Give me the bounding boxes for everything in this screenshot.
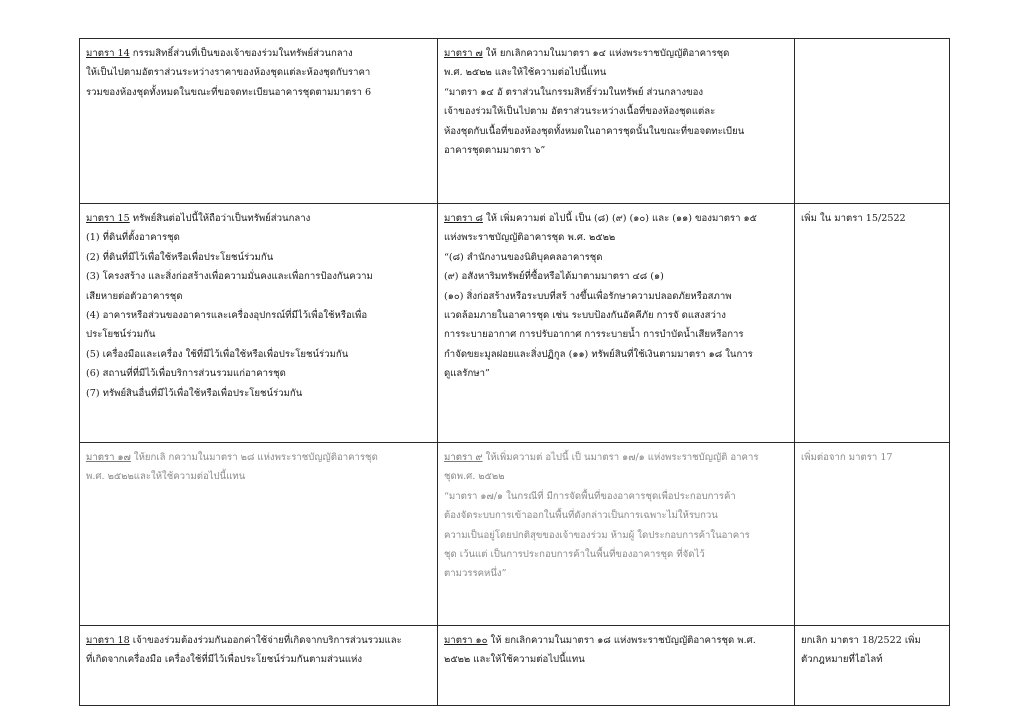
section-number: มาตรา ๑๗: [86, 452, 131, 463]
line-text: ชุด เว้นแต่ เป็นการประกอบการค้าในพื้นที่ของอาคารชุด ที่จัดไว้: [444, 549, 705, 561]
text-line: [86, 650, 431, 669]
line-text: (7) ทรัพย์สินอื่นที่มีไว้เพื่อใช้หรือเพื่อประโยชน์ร่วมกัน: [86, 387, 303, 399]
text-line: [444, 631, 788, 650]
line-text: ความเป็นอยู่โดยปกติสุขของเจ้าของร่วม ห้ามผู้ ใดประกอบการค้าในอาคาร: [444, 529, 750, 541]
law-comparison-table: [79, 38, 950, 706]
line-text: ให้เพิ่มความต่ อไปนี้ เป็ นมาตรา ๑๗/๑ แห่งพระราชบัญญัติ อาคาร: [482, 452, 759, 463]
line-text: ให้ เพิ่มความต่ อไปนี้ เป็น (๘) (๙) (๑๐) และ (๑๑) ของมาตรา ๑๕: [482, 213, 757, 224]
text-line: [86, 467, 431, 486]
text-line: [444, 209, 788, 228]
table-row: [80, 626, 950, 706]
text-line: [444, 345, 788, 364]
line-text: ห้องชุดกับเนื้อที่ของห้องชุดทั้งหมดในอาคารชุดนั้นในขณะที่ขอจดทะเบียน: [444, 125, 745, 137]
text-line: [444, 83, 788, 102]
line-text: (1) ที่ดินที่ตั้งอาคารชุด: [86, 232, 180, 244]
section-number: มาตรา 18: [86, 635, 130, 646]
text-line: [86, 306, 431, 325]
line-text: เจ้าของร่วมให้เป็นไปตาม อัตราส่วนระหว่างเนื้อที่ของห้องชุดแต่ละ: [444, 106, 716, 118]
section-number: มาตรา ๗: [444, 48, 483, 59]
note-cell: [795, 39, 950, 204]
line-text: ๒๕๒๒ และให้ใช้ความต่อไปนี้แทน: [444, 654, 585, 666]
text-line: [86, 209, 431, 228]
text-line: [444, 448, 788, 467]
text-line: [86, 631, 431, 650]
section-number: มาตรา ๙: [444, 452, 483, 463]
text-line: [444, 545, 788, 564]
line-text: แห่งพระราชบัญญัติอาคารชุด พ.ศ. ๒๕๒๒: [444, 232, 616, 244]
text-line: [444, 364, 788, 383]
text-line: [444, 506, 788, 525]
line-text: ตามวรรคหนึ่ง”: [444, 568, 507, 580]
text-line: [444, 306, 788, 325]
line-text: อาคารชุดตามมาตรา ๖”: [444, 145, 546, 157]
line-text: เพิ่มต่อจาก มาตรา 17: [801, 452, 893, 463]
text-line: [86, 384, 431, 403]
text-line: [86, 83, 431, 102]
text-line: [801, 631, 943, 650]
text-line: [444, 44, 788, 63]
amended-law-cell: [438, 39, 795, 204]
text-line: [86, 345, 431, 364]
line-text: ให้ ยกเลิกความในมาตรา ๑๘ แห่งพระราชบัญญัติอาคารชุด พ.ศ.: [487, 635, 756, 646]
text-line: [444, 228, 788, 247]
text-line: [444, 248, 788, 267]
text-line: [801, 650, 943, 669]
original-law-cell: [80, 626, 438, 706]
line-text: พ.ศ. ๒๕๒๒และให้ใช้ความต่อไปนี้แทน: [86, 471, 246, 483]
text-line: [444, 526, 788, 545]
section-number: มาตรา 15: [86, 213, 130, 224]
line-text: (๙) อสังหาริมทรัพย์ที่ซื้อหรือได้มาตามมาตรา ๔๘ (๑): [444, 271, 664, 283]
text-line: [444, 122, 788, 141]
section-number: มาตรา ๑๐: [444, 635, 488, 646]
line-text: ให้ยกเลิ กความในมาตรา ๒๘ แห่งพระราชบัญญัติอาคารชุด: [130, 452, 378, 463]
section-number: มาตรา 14: [86, 48, 130, 59]
text-line: [444, 141, 788, 160]
line-text: เจ้าของร่วมต้องร่วมกันออกค่าใช้จ่ายที่เกิดจากบริการส่วนรวมและ: [129, 635, 402, 646]
line-text: ดูแลรักษา”: [444, 368, 490, 380]
line-text: รวมของห้องชุดทั้งหมดในขณะที่ขอจดทะเบียนอาคารชุดตามมาตรา 6: [86, 86, 372, 98]
line-text: (๑๐) สิ่งก่อสร้างหรือระบบที่สร้ างขึ้นเพื่อรักษาความปลอดภัยหรือสภาพ: [444, 290, 732, 302]
text-line: [801, 448, 943, 467]
text-line: [444, 267, 788, 286]
text-line: [444, 63, 788, 82]
line-text: ให้เป็นไปตามอัตราส่วนระหว่างราคาของห้องชุดแต่ละห้องชุดกับราคา: [86, 67, 371, 79]
line-text: การระบายอากาศ การปรับอากาศ การระบายน้ำ การบำบัดน้ำเสียหรือการ: [444, 329, 744, 341]
line-text: ให้ ยกเลิกความในมาตรา ๑๔ แห่งพระราชบัญญัติอาคารชุด: [482, 48, 730, 59]
line-text: พ.ศ. ๒๕๒๒ และให้ใช้ความต่อไปนี้แทน: [444, 67, 607, 79]
line-text: ชุดพ.ศ. ๒๕๒๒: [444, 471, 505, 483]
text-line: [86, 325, 431, 344]
table-row: [80, 443, 950, 626]
text-line: [444, 325, 788, 344]
text-line: [444, 102, 788, 121]
text-line: [444, 467, 788, 486]
text-line: [86, 267, 431, 286]
line-text: แวดล้อมภายในอาคารชุด เช่น ระบบป้องกันอัคคีภัย การจั ดแสงสว่าง: [444, 310, 726, 322]
amended-law-cell: [438, 204, 795, 443]
line-text: (4) อาคารหรือส่วนของอาคารและเครื่องอุปกรณ์ที่มีไว้เพื่อใช้หรือเพื่อ: [86, 310, 368, 322]
table-row: [80, 204, 950, 443]
line-text: ประโยชน์ร่วมกัน: [86, 329, 156, 341]
line-text: ตัวกฎหมายที่ไฮไลท์: [801, 654, 883, 666]
line-text: ที่เกิดจากเครื่องมือ เครื่องใช้ที่มีไว้เพื่อประโยชน์ร่วมกันตามส่วนแห่ง: [86, 654, 363, 666]
text-line: [86, 228, 431, 247]
original-law-cell: [80, 204, 438, 443]
note-cell: [795, 626, 950, 706]
text-line: [801, 209, 943, 228]
text-line: [86, 63, 431, 82]
text-line: [86, 287, 431, 306]
text-line: [86, 44, 431, 63]
line-text: ต้องจัดระบบการเข้าออกในพื้นที่ดังกล่าวเป็นการเฉพาะไม่ให้รบกวน: [444, 510, 718, 522]
line-text: (6) สถานที่ที่มีไว้เพื่อบริการส่วนรวมแก่อาคารชุด: [86, 368, 286, 380]
original-law-cell: [80, 39, 438, 204]
amended-law-cell: [438, 443, 795, 626]
line-text: กรรมสิทธิ์ส่วนที่เป็นของเจ้าของร่วมในทรัพย์ส่วนกลาง: [129, 48, 353, 59]
line-text: ทรัพย์สินต่อไปนี้ให้ถือว่าเป็นทรัพย์ส่วนกลาง: [129, 213, 311, 224]
line-text: เสียหายต่อตัวอาคารชุด: [86, 290, 183, 302]
line-text: (3) โครงสร้าง และสิ่งก่อสร้างเพื่อความมั่นคงและเพื่อการป้องกันความ: [86, 271, 373, 283]
line-text: (2) ที่ดินที่มีไว้เพื่อใช้หรือเพื่อประโยชน์ร่วมกัน: [86, 251, 274, 263]
amended-law-cell: [438, 626, 795, 706]
original-law-cell: [80, 443, 438, 626]
text-line: [444, 287, 788, 306]
table-row: [80, 39, 950, 204]
text-line: [86, 448, 431, 467]
section-number: มาตรา ๘: [444, 213, 483, 224]
line-text: “มาตรา ๑๗/๑ ในกรณีที่ มีการจัดพื้นที่ของอาคารชุดเพื่อประกอบการค้า: [444, 490, 736, 502]
note-cell: [795, 443, 950, 626]
line-text: “มาตรา ๑๔ อั ตราส่วนในกรรมสิทธิ์ร่วมในทรัพย์ ส่วนกลางของ: [444, 86, 704, 98]
text-line: [86, 248, 431, 267]
line-text: “(๘) สำนักงานของนิติบุคคลอาคารชุด: [444, 251, 603, 263]
text-line: [444, 487, 788, 506]
text-line: [86, 364, 431, 383]
line-text: เพิ่ม ใน มาตรา 15/2522: [801, 213, 906, 224]
line-text: (5) เครื่องมือและเครื่อง ใช้ที่มีไว้เพื่อใช้หรือเพื่อประโยชน์ร่วมกัน: [86, 348, 349, 360]
note-cell: [795, 204, 950, 443]
text-line: [444, 564, 788, 583]
line-text: ยกเลิก มาตรา 18/2522 เพิ่ม: [801, 635, 921, 646]
text-line: [444, 650, 788, 669]
line-text: กำจัดขยะมูลฝอยและสิ่งปฏิกูล (๑๑) ทรัพย์สินที่ใช้เงินตามมาตรา ๑๘ ในการ: [444, 348, 753, 360]
